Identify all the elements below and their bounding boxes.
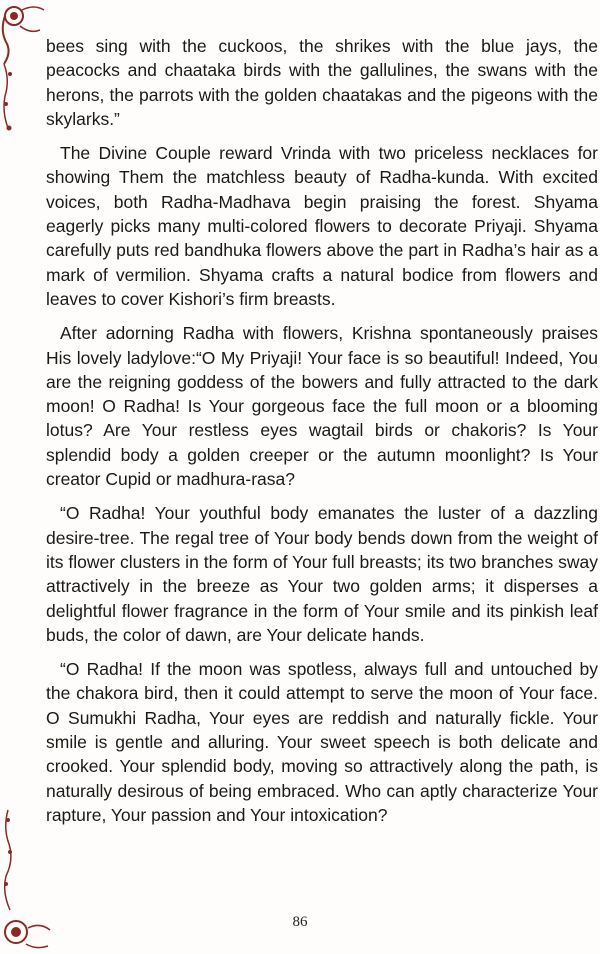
paragraph-2: The Divine Couple reward Vrinda with two priceless necklaces for showing Them the matchless beauty of Radha-kunda. With excited voices, both Radha-Madhava begin praising the forest. Shyama eagerly picks many multi-colored flowers to decorate Priyaji. Shyama carefully puts red bandhuka flowers above the part in Radha’s hair as a mark of vermilion. Shyama crafts a natural bodice from flowers and leaves to cover Kishori’s firm breasts.: [46, 143, 598, 309]
paragraph-3: After adorning Radha with flowers, Krishna spontaneously praises His lovely ladylove:“O My Priyaji! Your face is so beautiful! Indeed, You are the reigning goddess of the bowers and fully attracted to the dark moon! O Radha! Is Your gorgeous face the full moon or a blooming lotus? Are Your restless eyes wagtail birds or chakoris? Is Your splendid body a golden creeper or the autumn moonlight? Is Your creator Cupid or madhura-rasa?: [46, 323, 598, 490]
page-number: 86: [292, 914, 308, 930]
paragraph-4: “O Radha! Your youthful body emanates the luster of a dazzling desire-tree. The regal tree of Your body bends down from the weight of its flower clusters in the form of Your full breasts; its two branches sway attractively in the breeze as Your two golden arms; it disperses a delightful flower fragrance in the form of Your smile and its pinkish leaf buds, the color of dawn, are Your delicate hands.: [46, 503, 598, 645]
paragraph-5: “O Radha! If the moon was spotless, always full and untouched by the chakora bird, then it could attempt to serve the moon of Your face. O Sumukhi Radha, Your eyes are reddish and naturally fickle. Your smile is gentle and alluring. Your sweet speech is both delicate and crooked. Your splendid body, moving so attractively along the path, is naturally desirous of being embraced. Who can aptly characterize Your rapture, Your passion and Your intoxication?: [46, 659, 598, 825]
paragraph-1: bees sing with the cuckoos, the shrikes with the blue jays, the peacocks and chaataka birds with the gallulines, the swans with the herons, the parrots with the golden chaatakas and the pigeons with the skylarks.”: [46, 36, 598, 129]
body-text: [46, 34, 598, 837]
